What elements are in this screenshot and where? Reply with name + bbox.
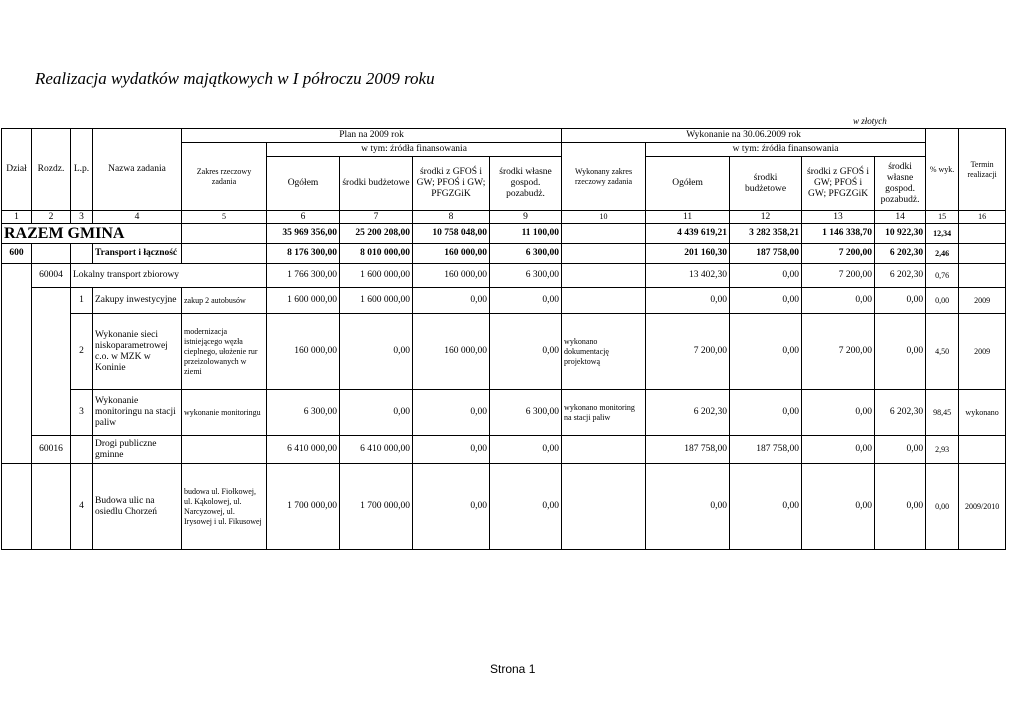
task-ogolem: 1 600 000,00 (267, 288, 340, 314)
unit-note: w złotych (853, 116, 887, 126)
task-wlasne: 6 300,00 (490, 390, 562, 436)
col-num: 6 (267, 211, 340, 224)
col-num: 12 (730, 211, 802, 224)
task-ogolem: 1 700 000,00 (267, 464, 340, 550)
task-gfos: 0,00 (413, 288, 490, 314)
task-budz: 0,00 (340, 314, 413, 390)
header-plan-group: Plan na 2009 rok (182, 129, 562, 143)
task-lp: 4 (71, 464, 93, 550)
task-proc: 98,45 (926, 390, 959, 436)
task-wlasne: 0,00 (490, 288, 562, 314)
empty-cell (2, 464, 32, 550)
rozdz-name: Lokalny transport zbiorowy (71, 264, 267, 288)
empty-cell (959, 244, 1006, 264)
task-zakres: wykonanie monitoringu (182, 390, 267, 436)
task-wyk-wlasne: 6 202,30 (875, 390, 926, 436)
task-wyk-budz: 0,00 (730, 464, 802, 550)
col-num: 15 (926, 211, 959, 224)
empty-cell (959, 436, 1006, 464)
header-termin: Termin realizacji (959, 129, 1006, 211)
rozdz-wyk-ogolem: 13 402,30 (646, 264, 730, 288)
empty-cell (562, 244, 646, 264)
rozdz-span-cell (32, 288, 71, 436)
task-row-1 (2, 288, 1006, 314)
total-wyk-gfos: 1 146 338,70 (802, 224, 875, 244)
col-num: 11 (646, 211, 730, 224)
rozdz-wyk-budz: 0,00 (730, 264, 802, 288)
col-num: 9 (490, 211, 562, 224)
col-num: 16 (959, 211, 1006, 224)
col-num: 14 (875, 211, 926, 224)
task-wyk-gfos: 7 200,00 (802, 314, 875, 390)
task-termin: 2009 (959, 288, 1006, 314)
total-wyk-budz: 3 282 358,21 (730, 224, 802, 244)
col-num: 10 (562, 211, 646, 224)
col-num: 3 (71, 211, 93, 224)
col-num: 5 (182, 211, 267, 224)
task-row-4 (2, 464, 1006, 550)
task-row-3 (2, 390, 1006, 436)
header-nazwa: Nazwa zadania (93, 129, 182, 211)
rozdz-wyk-gfos: 7 200,00 (802, 264, 875, 288)
header-gfos: środki z GFOŚ i GW; PFOŚ i GW; PFGZGiK (413, 157, 490, 211)
task-proc: 4,50 (926, 314, 959, 390)
header-plan-sources: w tym: źródła finansowania (267, 143, 562, 157)
empty-cell (32, 464, 71, 550)
col-num: 13 (802, 211, 875, 224)
empty-cell (562, 436, 646, 464)
rozdz-budz: 6 410 000,00 (340, 436, 413, 464)
task-termin: wykonano (959, 390, 1006, 436)
column-numbers-row (2, 211, 1006, 224)
task-lp: 3 (71, 390, 93, 436)
dzial-wyk-ogolem: 201 160,30 (646, 244, 730, 264)
empty-cell (71, 244, 93, 264)
header-dzial: Dział (2, 129, 32, 211)
header-wyk-group: Wykonanie na 30.06.2009 rok (562, 129, 926, 143)
total-wyk-ogolem: 4 439 619,21 (646, 224, 730, 244)
task-wyk-wlasne: 0,00 (875, 314, 926, 390)
total-wyk-zakres (562, 224, 646, 244)
task-wyk-gfos: 0,00 (802, 390, 875, 436)
dzial-proc: 2,46 (926, 244, 959, 264)
task-wyk-gfos: 0,00 (802, 464, 875, 550)
task-wlasne: 0,00 (490, 314, 562, 390)
rozdz-ogolem: 6 410 000,00 (267, 436, 340, 464)
subsection-row-60004 (2, 264, 1006, 288)
subsection-row-60016 (2, 436, 1006, 464)
dzial-wlasne: 6 300,00 (490, 244, 562, 264)
empty-cell (562, 264, 646, 288)
task-wyk-zakres: wykonano dokumentację projektową (562, 314, 646, 390)
task-name: Zakupy inwestycyjne (93, 288, 182, 314)
dzial-gfos: 160 000,00 (413, 244, 490, 264)
dzial-code: 600 (2, 244, 32, 264)
rozdz-wyk-gfos: 0,00 (802, 436, 875, 464)
rozdz-wlasne: 6 300,00 (490, 264, 562, 288)
dzial-wyk-budz: 187 758,00 (730, 244, 802, 264)
task-wyk-ogolem: 0,00 (646, 464, 730, 550)
empty-cell (182, 436, 267, 464)
task-name: Wykonanie monitoringu na stacji paliw (93, 390, 182, 436)
dzial-wyk-wlasne: 6 202,30 (875, 244, 926, 264)
empty-cell (959, 264, 1006, 288)
total-ogolem: 35 969 356,00 (267, 224, 340, 244)
total-termin (959, 224, 1006, 244)
task-row-2 (2, 314, 1006, 390)
total-wlasne: 11 100,00 (490, 224, 562, 244)
header-wyk-wlasne: środki własne gospod. pozabudż. (875, 157, 926, 211)
task-ogolem: 6 300,00 (267, 390, 340, 436)
header-wyk-gfos: środki z GFOŚ i GW; PFOŚ i GW; PFGZGiK (802, 157, 875, 211)
task-termin: 2009/2010 (959, 464, 1006, 550)
task-zakres: zakup 2 autobusów (182, 288, 267, 314)
total-row (2, 224, 1006, 244)
task-wyk-budz: 0,00 (730, 288, 802, 314)
rozdz-code: 60004 (32, 264, 71, 288)
rozdz-ogolem: 1 766 300,00 (267, 264, 340, 288)
total-label: RAZEM GMINA (2, 224, 182, 244)
empty-cell (71, 436, 93, 464)
col-num: 1 (2, 211, 32, 224)
rozdz-budz: 1 600 000,00 (340, 264, 413, 288)
rozdz-gfos: 0,00 (413, 436, 490, 464)
task-wyk-wlasne: 0,00 (875, 464, 926, 550)
total-wyk-wlasne: 10 922,30 (875, 224, 926, 244)
rozdz-wyk-ogolem: 187 758,00 (646, 436, 730, 464)
task-name: Budowa ulic na osiedlu Chorzeń (93, 464, 182, 550)
dzial-budz: 8 010 000,00 (340, 244, 413, 264)
header-ogolem: Ogółem (267, 157, 340, 211)
header-zakres: Zakres rzeczowy zadania (182, 143, 267, 211)
task-budz: 1 700 000,00 (340, 464, 413, 550)
col-num: 4 (93, 211, 182, 224)
task-wyk-ogolem: 7 200,00 (646, 314, 730, 390)
total-proc: 12,34 (926, 224, 959, 244)
task-gfos: 0,00 (413, 464, 490, 550)
task-zakres: budowa ul. Fiołkowej, ul. Kąkolowej, ul. Narcyzowej, ul. Irysowej i ul. Fikusowej (182, 464, 267, 550)
page-number: Strona 1 (490, 662, 536, 676)
task-lp: 1 (71, 288, 93, 314)
section-row-600 (2, 244, 1006, 264)
page-title: Realizacja wydatków majątkowych w I półroczu 2009 roku (35, 69, 435, 88)
dzial-ogolem: 8 176 300,00 (267, 244, 340, 264)
task-wyk-zakres (562, 288, 646, 314)
dzial-name: Transport i łączność (93, 244, 182, 264)
dzial-span-cell (2, 264, 32, 464)
task-termin: 2009 (959, 314, 1006, 390)
task-wyk-zakres (562, 464, 646, 550)
task-wlasne: 0,00 (490, 464, 562, 550)
header-row-1 (2, 129, 1006, 143)
task-budz: 0,00 (340, 390, 413, 436)
total-zakres (182, 224, 267, 244)
task-wyk-budz: 0,00 (730, 390, 802, 436)
rozdz-wyk-wlasne: 6 202,30 (875, 264, 926, 288)
task-proc: 0,00 (926, 464, 959, 550)
header-lp: L.p. (71, 129, 93, 211)
budget-table (1, 128, 1006, 550)
header-wlasne: środki własne gospod. pozabudż. (490, 157, 562, 211)
header-srodki-budz: środki budżetowe (340, 157, 413, 211)
rozdz-proc: 2,93 (926, 436, 959, 464)
total-budz: 25 200 208,00 (340, 224, 413, 244)
rozdz-wlasne: 0,00 (490, 436, 562, 464)
col-num: 8 (413, 211, 490, 224)
rozdz-name: Drogi publiczne gminne (93, 436, 182, 464)
task-wyk-zakres: wykonano monitoring na stacji paliw (562, 390, 646, 436)
rozdz-gfos: 160 000,00 (413, 264, 490, 288)
empty-cell (182, 244, 267, 264)
col-num: 7 (340, 211, 413, 224)
task-budz: 1 600 000,00 (340, 288, 413, 314)
task-wyk-budz: 0,00 (730, 314, 802, 390)
task-wyk-gfos: 0,00 (802, 288, 875, 314)
header-wyk-sources: w tym: źródła finansowania (646, 143, 926, 157)
total-gfos: 10 758 048,00 (413, 224, 490, 244)
header-wyk-zakres: Wykonany zakres rzeczowy zadania (562, 143, 646, 211)
task-gfos: 0,00 (413, 390, 490, 436)
rozdz-wyk-budz: 187 758,00 (730, 436, 802, 464)
task-proc: 0,00 (926, 288, 959, 314)
task-ogolem: 160 000,00 (267, 314, 340, 390)
dzial-wyk-gfos: 7 200,00 (802, 244, 875, 264)
task-lp: 2 (71, 314, 93, 390)
rozdz-proc: 0,76 (926, 264, 959, 288)
header-wyk-srodki-budz: środki budżetowe (730, 157, 802, 211)
task-gfos: 160 000,00 (413, 314, 490, 390)
empty-cell (32, 244, 71, 264)
header-rozdz: Rozdz. (32, 129, 71, 211)
col-num: 2 (32, 211, 71, 224)
header-wyk-ogolem: Ogółem (646, 157, 730, 211)
task-name: Wykonanie sieci niskoparametrowej c.o. w MZK w Koninie (93, 314, 182, 390)
task-wyk-wlasne: 0,00 (875, 288, 926, 314)
task-wyk-ogolem: 0,00 (646, 288, 730, 314)
header-proc: % wyk. (926, 129, 959, 211)
rozdz-code: 60016 (32, 436, 71, 464)
rozdz-wyk-wlasne: 0,00 (875, 436, 926, 464)
task-zakres: modernizacja istniejącego węzła cieplnego, ułożenie rur przeizolowanych w ziemi (182, 314, 267, 390)
task-wyk-ogolem: 6 202,30 (646, 390, 730, 436)
